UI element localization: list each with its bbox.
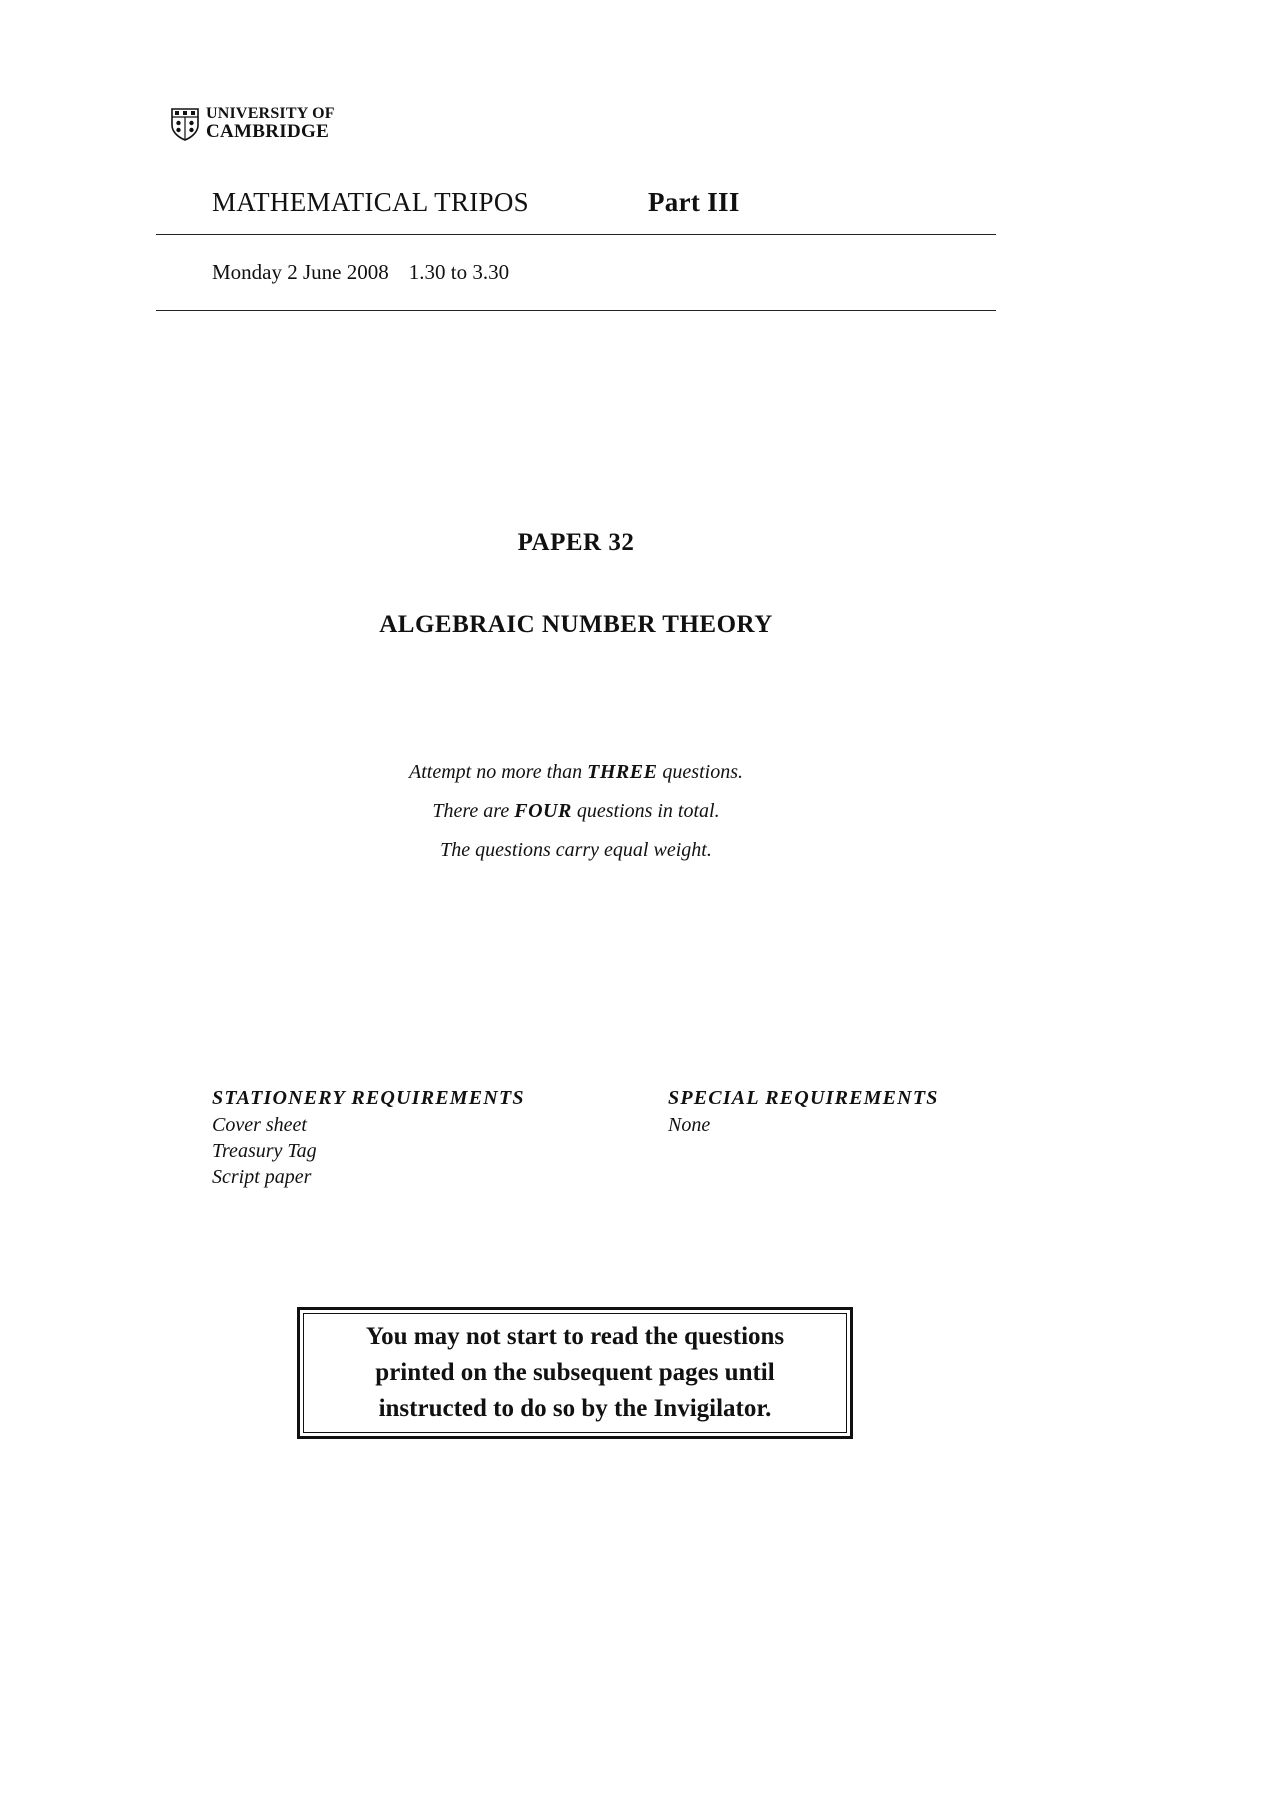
exam-date: Monday 2 June 2008 bbox=[212, 260, 389, 284]
university-crest-icon bbox=[170, 107, 200, 141]
exam-instructions bbox=[0, 753, 1152, 870]
paper-title: ALGEBRAIC NUMBER THEORY bbox=[379, 611, 773, 638]
invigilator-notice bbox=[303, 1313, 847, 1433]
instruction-text: questions in total. bbox=[571, 800, 720, 822]
stationery-item: Treasury Tag bbox=[212, 1140, 317, 1162]
instruction-text: Attempt no more than bbox=[409, 761, 588, 783]
stationery-heading: STATIONERY REQUIREMENTS bbox=[212, 1087, 525, 1109]
invigilator-notice-box bbox=[297, 1307, 853, 1439]
header-divider-bottom bbox=[156, 310, 996, 311]
instruction-text: There are bbox=[432, 800, 515, 822]
university-logo bbox=[170, 106, 335, 141]
special-requirements bbox=[668, 1085, 939, 1138]
instruction-line-1 bbox=[0, 753, 1152, 792]
exam-date-time bbox=[212, 260, 509, 285]
university-name bbox=[206, 106, 335, 141]
notice-line-3: instructed to do so by the Invigilator. bbox=[378, 1395, 772, 1422]
exam-time: 1.30 to 3.30 bbox=[408, 260, 510, 284]
exam-title: MATHEMATICAL TRIPOS bbox=[212, 187, 529, 217]
stationery-item: Cover sheet bbox=[212, 1114, 307, 1136]
header-divider-top bbox=[156, 234, 996, 235]
logo-line-1: UNIVERSITY OF bbox=[206, 105, 335, 122]
exam-part: Part III bbox=[648, 187, 740, 217]
stationery-requirements bbox=[212, 1085, 525, 1190]
notice-line-2: printed on the subsequent pages until bbox=[375, 1359, 775, 1386]
instruction-line-2 bbox=[0, 792, 1152, 831]
instruction-text: questions. bbox=[657, 761, 743, 783]
special-item: None bbox=[668, 1114, 711, 1136]
notice-line-1: You may not start to read the questions bbox=[365, 1323, 785, 1350]
instruction-emphasis: THREE bbox=[587, 761, 658, 783]
special-heading: SPECIAL REQUIREMENTS bbox=[668, 1087, 939, 1109]
instruction-line-3: The questions carry equal weight. bbox=[440, 839, 712, 861]
stationery-item: Script paper bbox=[212, 1166, 312, 1188]
paper-number: PAPER 32 bbox=[517, 529, 635, 556]
instruction-emphasis: FOUR bbox=[514, 800, 572, 822]
logo-line-2: CAMBRIDGE bbox=[206, 121, 330, 142]
